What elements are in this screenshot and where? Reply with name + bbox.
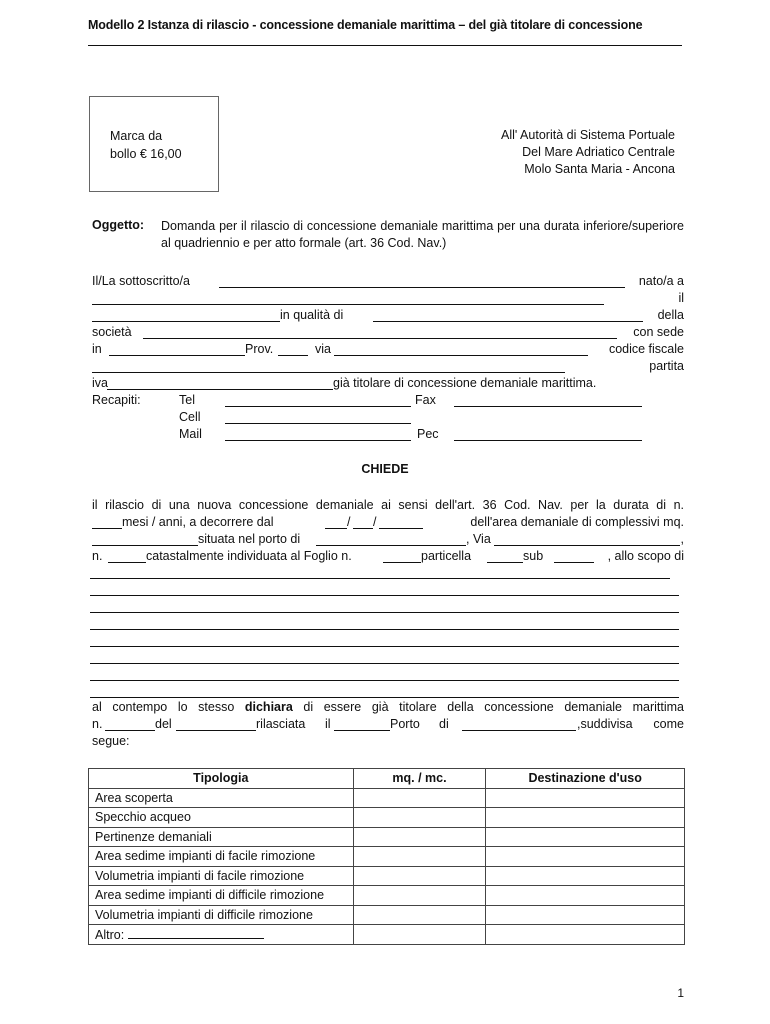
tipologia-cell: Specchio acqueo xyxy=(89,808,354,828)
request-street-field[interactable] xyxy=(494,545,680,546)
tipologia-cell: Area scoperta xyxy=(89,788,354,808)
della-label: della xyxy=(657,308,684,322)
date-separator-1: / xyxy=(347,515,351,529)
il-label: il xyxy=(678,291,684,305)
start-day-field[interactable] xyxy=(325,528,347,529)
come-label: come xyxy=(653,717,684,731)
born-in-label: nato/a a xyxy=(638,274,684,288)
purpose-line[interactable] xyxy=(90,612,679,613)
release-date-field[interactable] xyxy=(334,730,390,731)
recipient-address xyxy=(501,127,675,178)
concession-date-field[interactable] xyxy=(176,730,256,731)
destinazione-cell[interactable] xyxy=(486,905,685,925)
destinazione-cell[interactable] xyxy=(486,827,685,847)
table-row xyxy=(89,905,685,925)
recapiti-label: Recapiti: xyxy=(92,393,141,407)
purpose-line[interactable] xyxy=(90,663,679,664)
dichiara-part-1: al contempo lo stesso xyxy=(92,700,245,714)
destinazione-cell[interactable] xyxy=(486,866,685,886)
header-tipologia: Tipologia xyxy=(89,769,354,789)
pec-field[interactable] xyxy=(454,440,642,441)
concession-number-field[interactable] xyxy=(105,730,155,731)
company-field[interactable] xyxy=(143,338,617,339)
address-line-2: Del Mare Adriatico Centrale xyxy=(522,145,675,159)
mail-field[interactable] xyxy=(225,440,411,441)
form-line-iva xyxy=(92,376,684,393)
purpose-line[interactable] xyxy=(90,680,679,681)
rilasciata-label: rilasciata xyxy=(256,717,306,731)
address-line-3: Molo Santa Maria - Ancona xyxy=(524,162,675,176)
codice-fiscale-label: codice fiscale xyxy=(608,342,684,356)
start-year-field[interactable] xyxy=(379,528,423,529)
foglio-field[interactable] xyxy=(383,562,421,563)
mq-cell[interactable] xyxy=(353,808,486,828)
suddivisa-label: ,suddivisa xyxy=(577,717,633,731)
cell-label: Cell xyxy=(179,410,201,424)
birthplace-field[interactable] xyxy=(92,304,604,305)
form-line-qualita xyxy=(92,308,684,325)
form-line-societa xyxy=(92,325,684,342)
date-separator-2: / xyxy=(373,515,377,529)
stamp-line-2: bollo € 16,00 xyxy=(110,147,182,161)
fax-label: Fax xyxy=(415,393,436,407)
street-field[interactable] xyxy=(334,355,588,356)
request-line-4 xyxy=(92,549,684,566)
porto-di-label: di xyxy=(439,717,449,731)
iva-label: iva xyxy=(92,376,108,390)
prov-label: Prov. xyxy=(245,342,274,356)
catast-text: catastalmente individuata al Foglio n. xyxy=(146,549,352,563)
sub-field[interactable] xyxy=(554,562,594,563)
in-label: in xyxy=(92,342,102,356)
table-row xyxy=(89,808,685,828)
city-field[interactable] xyxy=(109,355,245,356)
sub-text: sub xyxy=(523,549,544,563)
n-field[interactable] xyxy=(108,562,146,563)
pec-label: Pec xyxy=(417,427,439,441)
tipologia-cell: Volumetria impianti di difficile rimozione xyxy=(89,905,354,925)
chiede-heading: CHIEDE xyxy=(361,462,409,476)
header-mq: mq. / mc. xyxy=(353,769,486,789)
form-line-applicant xyxy=(92,274,684,291)
n-label: n. xyxy=(92,549,103,563)
dichiara-il-label: il xyxy=(325,717,331,731)
destinazione-cell[interactable] xyxy=(486,886,685,906)
form-line-cf xyxy=(92,359,684,376)
applicant-name-field[interactable] xyxy=(219,287,625,288)
in-qualita-label: in qualità di xyxy=(280,308,344,322)
table-row xyxy=(89,788,685,808)
subject-text: Domanda per il rilascio di concessione demaniale marittima per una durata inferiore/superiore al quadriennio e per atto formale (art. 36 Cod. Nav.) xyxy=(161,219,684,250)
area-text: dell'area demaniale di complessivi mq. xyxy=(470,515,684,529)
province-field[interactable] xyxy=(278,355,308,356)
subject-label: Oggetto: xyxy=(92,218,145,232)
request-line-2 xyxy=(92,515,684,532)
header-destinazione: Destinazione d'uso xyxy=(486,769,685,789)
comma-text: , xyxy=(680,532,684,546)
table-header-row xyxy=(89,769,685,789)
tipologia-cell: Pertinenze demaniali xyxy=(89,827,354,847)
partita-label: partita xyxy=(649,359,684,373)
table-row xyxy=(89,866,685,886)
dichiara-line-3 xyxy=(92,734,684,751)
dichiara-line-2 xyxy=(92,717,684,734)
tel-field[interactable] xyxy=(225,406,411,407)
destinazione-cell[interactable] xyxy=(486,808,685,828)
altro-label: Altro: xyxy=(95,928,125,943)
table-row xyxy=(89,847,685,867)
mq-cell[interactable] xyxy=(353,905,486,925)
tipologia-cell: Volumetria impianti di facile rimozione xyxy=(89,866,354,886)
porto-label: Porto xyxy=(390,717,420,731)
header-divider xyxy=(88,45,682,46)
page-number: 1 xyxy=(677,986,684,1000)
purpose-line[interactable] xyxy=(90,629,679,630)
particella-text: particella xyxy=(421,549,472,563)
con-sede-label: con sede xyxy=(633,325,684,339)
situata-text: situata nel porto di xyxy=(198,532,301,546)
typology-table xyxy=(88,768,685,945)
scopo-text: , allo scopo di xyxy=(607,549,684,563)
birthdate-field[interactable] xyxy=(92,321,280,322)
tipologia-cell-altro xyxy=(89,925,354,945)
role-field[interactable] xyxy=(373,321,643,322)
dichiara-text xyxy=(92,700,684,714)
via-label: via xyxy=(315,342,331,356)
form-line-tel xyxy=(92,393,684,410)
request-line-3 xyxy=(92,532,684,549)
release-port-field[interactable] xyxy=(462,730,576,731)
dichiara-bold: dichiara xyxy=(244,700,293,714)
dichiara-n-label: n. xyxy=(92,717,103,731)
stamp-line-1: Marca da xyxy=(110,129,163,143)
area-mq-field[interactable] xyxy=(92,545,198,546)
start-month-field[interactable] xyxy=(353,528,373,529)
form-line-mail xyxy=(92,427,684,444)
tipologia-cell: Area sedime impianti di difficile rimozione xyxy=(89,886,354,906)
destinazione-cell[interactable] xyxy=(486,925,685,945)
gia-titolare-text: già titolare di concessione demaniale marittima. xyxy=(333,376,597,390)
destinazione-cell[interactable] xyxy=(486,847,685,867)
mq-cell[interactable] xyxy=(353,827,486,847)
societa-label: società xyxy=(92,325,132,339)
segue-label: segue: xyxy=(92,734,130,748)
via-text: , Via xyxy=(466,532,491,546)
form-line-cell xyxy=(92,410,684,427)
purpose-line[interactable] xyxy=(90,697,679,698)
mq-cell[interactable] xyxy=(353,886,486,906)
dichiara-line-1 xyxy=(92,700,684,717)
purpose-line[interactable] xyxy=(90,595,679,596)
request-text-1: il rilascio di una nuova concessione demaniale ai sensi dell'art. 36 Cod. Nav. per la durata di n. xyxy=(92,498,684,512)
document-header-title: Modello 2 Istanza di rilascio - concessione demaniale marittima – del già titolare di concessione xyxy=(88,18,643,32)
mq-cell[interactable] xyxy=(353,788,486,808)
tax-code-field[interactable] xyxy=(92,372,565,373)
tipologia-cell: Area sedime impianti di facile rimozione xyxy=(89,847,354,867)
mq-cell[interactable] xyxy=(353,847,486,867)
destinazione-cell[interactable] xyxy=(486,788,685,808)
sottoscritto-label: Il/La sottoscritto/a xyxy=(92,274,190,288)
purpose-line[interactable] xyxy=(90,578,670,579)
dichiara-del-label: del xyxy=(155,717,172,731)
request-line-1 xyxy=(92,498,684,515)
particella-field[interactable] xyxy=(487,562,523,563)
form-line-birthplace xyxy=(92,291,684,308)
cell-field[interactable] xyxy=(225,423,411,424)
duration-field[interactable] xyxy=(92,528,122,529)
mq-cell[interactable] xyxy=(353,925,486,945)
address-line-1: All' Autorità di Sistema Portuale xyxy=(501,128,675,142)
mesi-text: mesi / anni, a decorrere dal xyxy=(122,515,274,529)
altro-field[interactable] xyxy=(128,926,264,939)
table-row xyxy=(89,925,685,945)
vat-field[interactable] xyxy=(107,389,333,390)
mq-cell[interactable] xyxy=(353,866,486,886)
tel-label: Tel xyxy=(179,393,195,407)
purpose-line[interactable] xyxy=(90,646,679,647)
table-row xyxy=(89,886,685,906)
port-field[interactable] xyxy=(316,545,466,546)
revenue-stamp-label xyxy=(110,127,182,163)
form-line-sede xyxy=(92,342,684,359)
mail-label: Mail xyxy=(179,427,202,441)
table-row xyxy=(89,827,685,847)
fax-field[interactable] xyxy=(454,406,642,407)
dichiara-part-2: di essere già titolare della concessione demaniale marittima xyxy=(292,700,685,714)
